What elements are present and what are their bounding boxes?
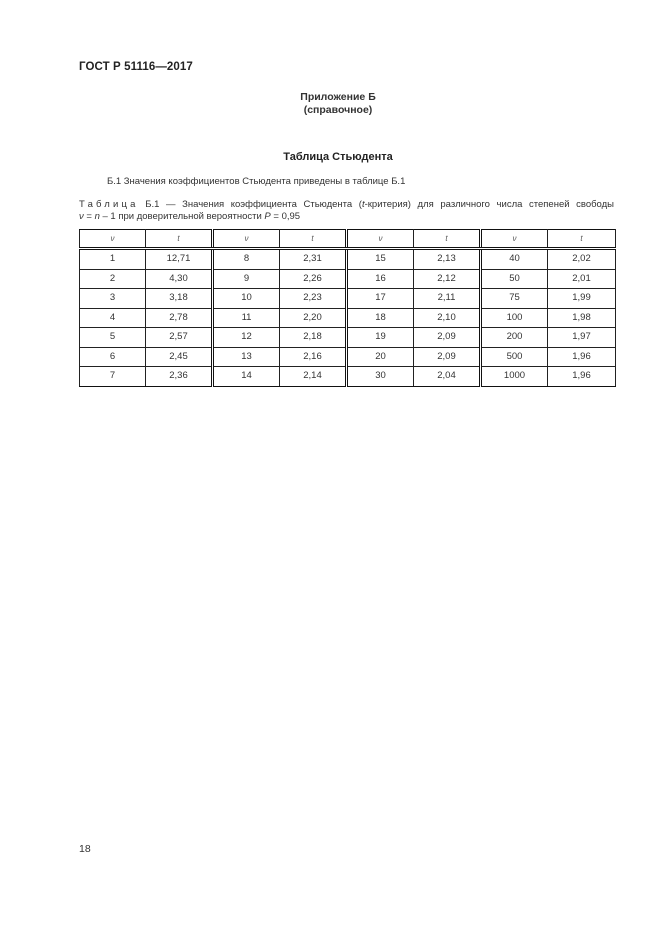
cell-t: 1,98 <box>548 308 616 328</box>
cell-t: 2,57 <box>146 328 213 348</box>
header-t: t <box>280 230 347 249</box>
table-row <box>80 367 616 387</box>
cell-t: 2,10 <box>414 308 481 328</box>
cell-nu: 13 <box>213 347 280 367</box>
cell-nu: 19 <box>347 328 414 348</box>
cell-t: 2,14 <box>280 367 347 387</box>
cell-t: 2,01 <box>548 269 616 289</box>
table-row <box>80 269 616 289</box>
section-title: Таблица Стьюдента <box>283 151 393 163</box>
cell-nu: 17 <box>347 289 414 309</box>
cell-t: 2,78 <box>146 308 213 328</box>
caption-nu-symbol: ν <box>79 211 84 222</box>
cell-t: 3,18 <box>146 289 213 309</box>
cell-t: 2,26 <box>280 269 347 289</box>
cell-nu: 11 <box>213 308 280 328</box>
student-table <box>79 229 616 387</box>
table-row <box>80 308 616 328</box>
cell-nu: 4 <box>80 308 146 328</box>
cell-nu: 8 <box>213 249 280 270</box>
cell-nu: 7 <box>80 367 146 387</box>
cell-t: 2,18 <box>280 328 347 348</box>
cell-nu: 20 <box>347 347 414 367</box>
cell-nu: 50 <box>481 269 548 289</box>
cell-t: 1,97 <box>548 328 616 348</box>
cell-nu: 40 <box>481 249 548 270</box>
document-code: ГОСТ Р 51116—2017 <box>79 61 193 73</box>
header-nu: ν <box>347 230 414 249</box>
cell-nu: 1 <box>80 249 146 270</box>
cell-nu: 1000 <box>481 367 548 387</box>
header-t: t <box>414 230 481 249</box>
cell-t: 2,11 <box>414 289 481 309</box>
cell-t: 2,23 <box>280 289 347 309</box>
caption-text-2: – 1 при доверительной вероятности <box>99 211 265 222</box>
cell-t: 2,09 <box>414 328 481 348</box>
cell-t: 12,71 <box>146 249 213 270</box>
header-nu: ν <box>80 230 146 249</box>
cell-nu: 14 <box>213 367 280 387</box>
cell-t: 1,96 <box>548 367 616 387</box>
caption-line-1 <box>79 199 614 211</box>
cell-nu: 16 <box>347 269 414 289</box>
cell-t: 2,36 <box>146 367 213 387</box>
table-row <box>80 289 616 309</box>
cell-t: 2,45 <box>146 347 213 367</box>
cell-nu: 12 <box>213 328 280 348</box>
caption-p-symbol: P <box>264 211 271 222</box>
cell-nu: 3 <box>80 289 146 309</box>
cell-t: 2,12 <box>414 269 481 289</box>
table-row <box>80 347 616 367</box>
caption-text: — Значения коэффициента Стьюдента ( <box>166 199 362 210</box>
cell-nu: 2 <box>80 269 146 289</box>
appendix-type: (справочное) <box>303 104 373 116</box>
caption-p-value: = 0,95 <box>270 211 301 222</box>
cell-nu: 5 <box>80 328 146 348</box>
cell-t: 2,04 <box>414 367 481 387</box>
cell-t: 1,96 <box>548 347 616 367</box>
cell-t: 2,09 <box>414 347 481 367</box>
caption-line-2 <box>79 211 614 223</box>
caption-t-symbol: t <box>361 199 365 210</box>
table-row <box>80 328 616 348</box>
cell-t: 2,31 <box>280 249 347 270</box>
intro-paragraph: Б.1 Значения коэффициентов Стьюдента приведены в таблице Б.1 <box>107 176 406 187</box>
header-nu: ν <box>481 230 548 249</box>
caption-text-end: -критерия) для различного числа степеней свободы <box>364 199 615 210</box>
caption-label: Таблица <box>79 199 139 210</box>
header-t: t <box>146 230 213 249</box>
cell-nu: 200 <box>481 328 548 348</box>
cell-nu: 10 <box>213 289 280 309</box>
table-header-row <box>80 230 616 249</box>
cell-nu: 30 <box>347 367 414 387</box>
cell-nu: 500 <box>481 347 548 367</box>
cell-t: 4,30 <box>146 269 213 289</box>
cell-nu: 100 <box>481 308 548 328</box>
header-t: t <box>548 230 616 249</box>
cell-t: 2,16 <box>280 347 347 367</box>
table-row <box>80 249 616 270</box>
cell-nu: 18 <box>347 308 414 328</box>
header-nu: ν <box>213 230 280 249</box>
page-number: 18 <box>79 843 91 855</box>
cell-nu: 75 <box>481 289 548 309</box>
cell-nu: 9 <box>213 269 280 289</box>
cell-t: 1,99 <box>548 289 616 309</box>
caption-number: Б.1 <box>145 199 160 210</box>
caption-n-symbol: n <box>94 211 100 222</box>
appendix-title: Приложение Б <box>300 91 376 103</box>
cell-nu: 6 <box>80 347 146 367</box>
table-caption <box>79 199 614 223</box>
cell-t: 2,13 <box>414 249 481 270</box>
caption-eq: = <box>83 211 95 222</box>
cell-t: 2,02 <box>548 249 616 270</box>
cell-nu: 15 <box>347 249 414 270</box>
cell-t: 2,20 <box>280 308 347 328</box>
